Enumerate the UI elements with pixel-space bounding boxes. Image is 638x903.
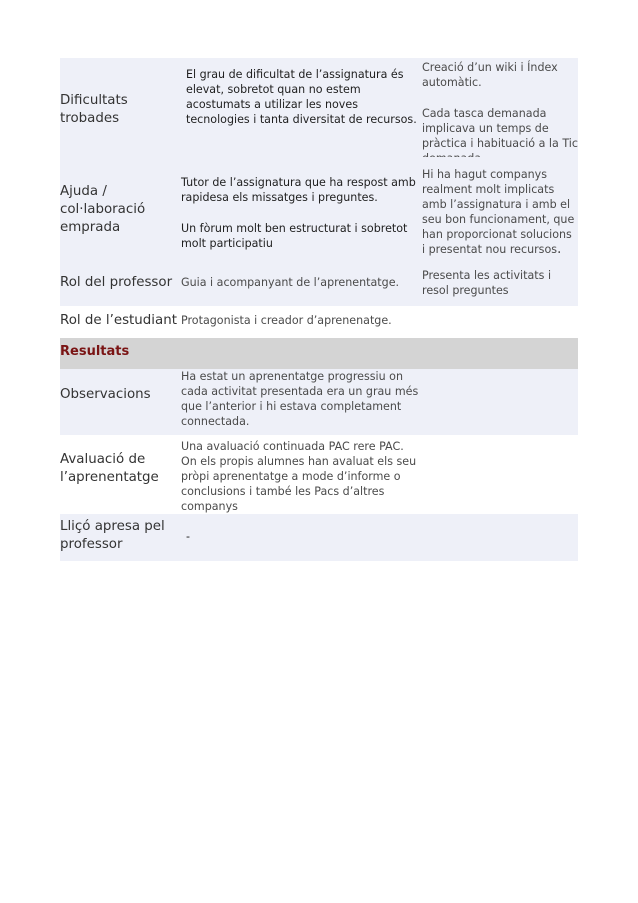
row-label: Lliçó apresa pel professor: [60, 519, 165, 552]
row-label: Avaluació de l’aprenentatge: [60, 452, 159, 485]
table-row-ajuda: [60, 157, 578, 262]
row-text: Tutor de l’assignatura que ha respost amb rapidesa els missatges i preguntes.: [181, 176, 416, 204]
table-row-llico: [60, 514, 578, 561]
row-label: Ajuda / col·laboració emprada: [60, 184, 146, 235]
row-label: Rol de l’estudiant: [60, 313, 177, 328]
row-label: Dificultats trobades: [60, 93, 128, 126]
row-text: Creació d’un wiki i Índex automàtic.: [422, 61, 558, 89]
row-text: Guia i acompanyant de l’aprenentatge.: [181, 276, 400, 289]
table-row-observacions: [60, 369, 578, 435]
row-text: Un fòrum molt ben estructurat i sobretot molt participatiu: [181, 222, 408, 250]
row-text: El grau de dificultat de l’assignatura és elevat, sobretot quan no estem acostumats a utilizar les noves tecnologies i tanta diversitat de recursos.: [186, 68, 417, 126]
row-text: Hi ha hagut companys realment molt implicats amb l’assignatura i amb el seu bon funcionament, que han proporcionat solucions i presentat nou recursos: [422, 168, 575, 256]
row-text: Cada tasca demanada implicava un temps de pràctica i habituació a la Tic: [422, 107, 578, 150]
section-title: Resultats: [60, 344, 130, 359]
row-text: Ha estat un aprenentatge progressiu on cada activitat presentada era un grau més que l’anterior i hi estava completament connectada.: [181, 370, 419, 428]
table-row-avaluacio: [60, 435, 578, 514]
row-text: Protagonista i creador d’aprenenatge.: [181, 314, 392, 327]
row-text: -: [186, 530, 191, 543]
row-label: Observacions: [60, 387, 151, 402]
table: [60, 58, 578, 561]
table-row-dificultats: [60, 58, 578, 157]
row-text-end: .: [557, 241, 562, 257]
table-row-rol-professor: [60, 262, 578, 306]
row-text: Presenta les activitats i resol preguntes: [422, 269, 552, 297]
row-label: Rol del professor: [60, 275, 173, 290]
table-row-rol-estudiant: [60, 306, 578, 338]
row-text: Una avaluació continuada PAC rere PAC. On els propis alumnes han avaluat els seu pròpi aprenentatge a mode d’informe o conclusions i també les Pacs d’altres companys: [181, 440, 417, 513]
section-header: [60, 338, 578, 369]
